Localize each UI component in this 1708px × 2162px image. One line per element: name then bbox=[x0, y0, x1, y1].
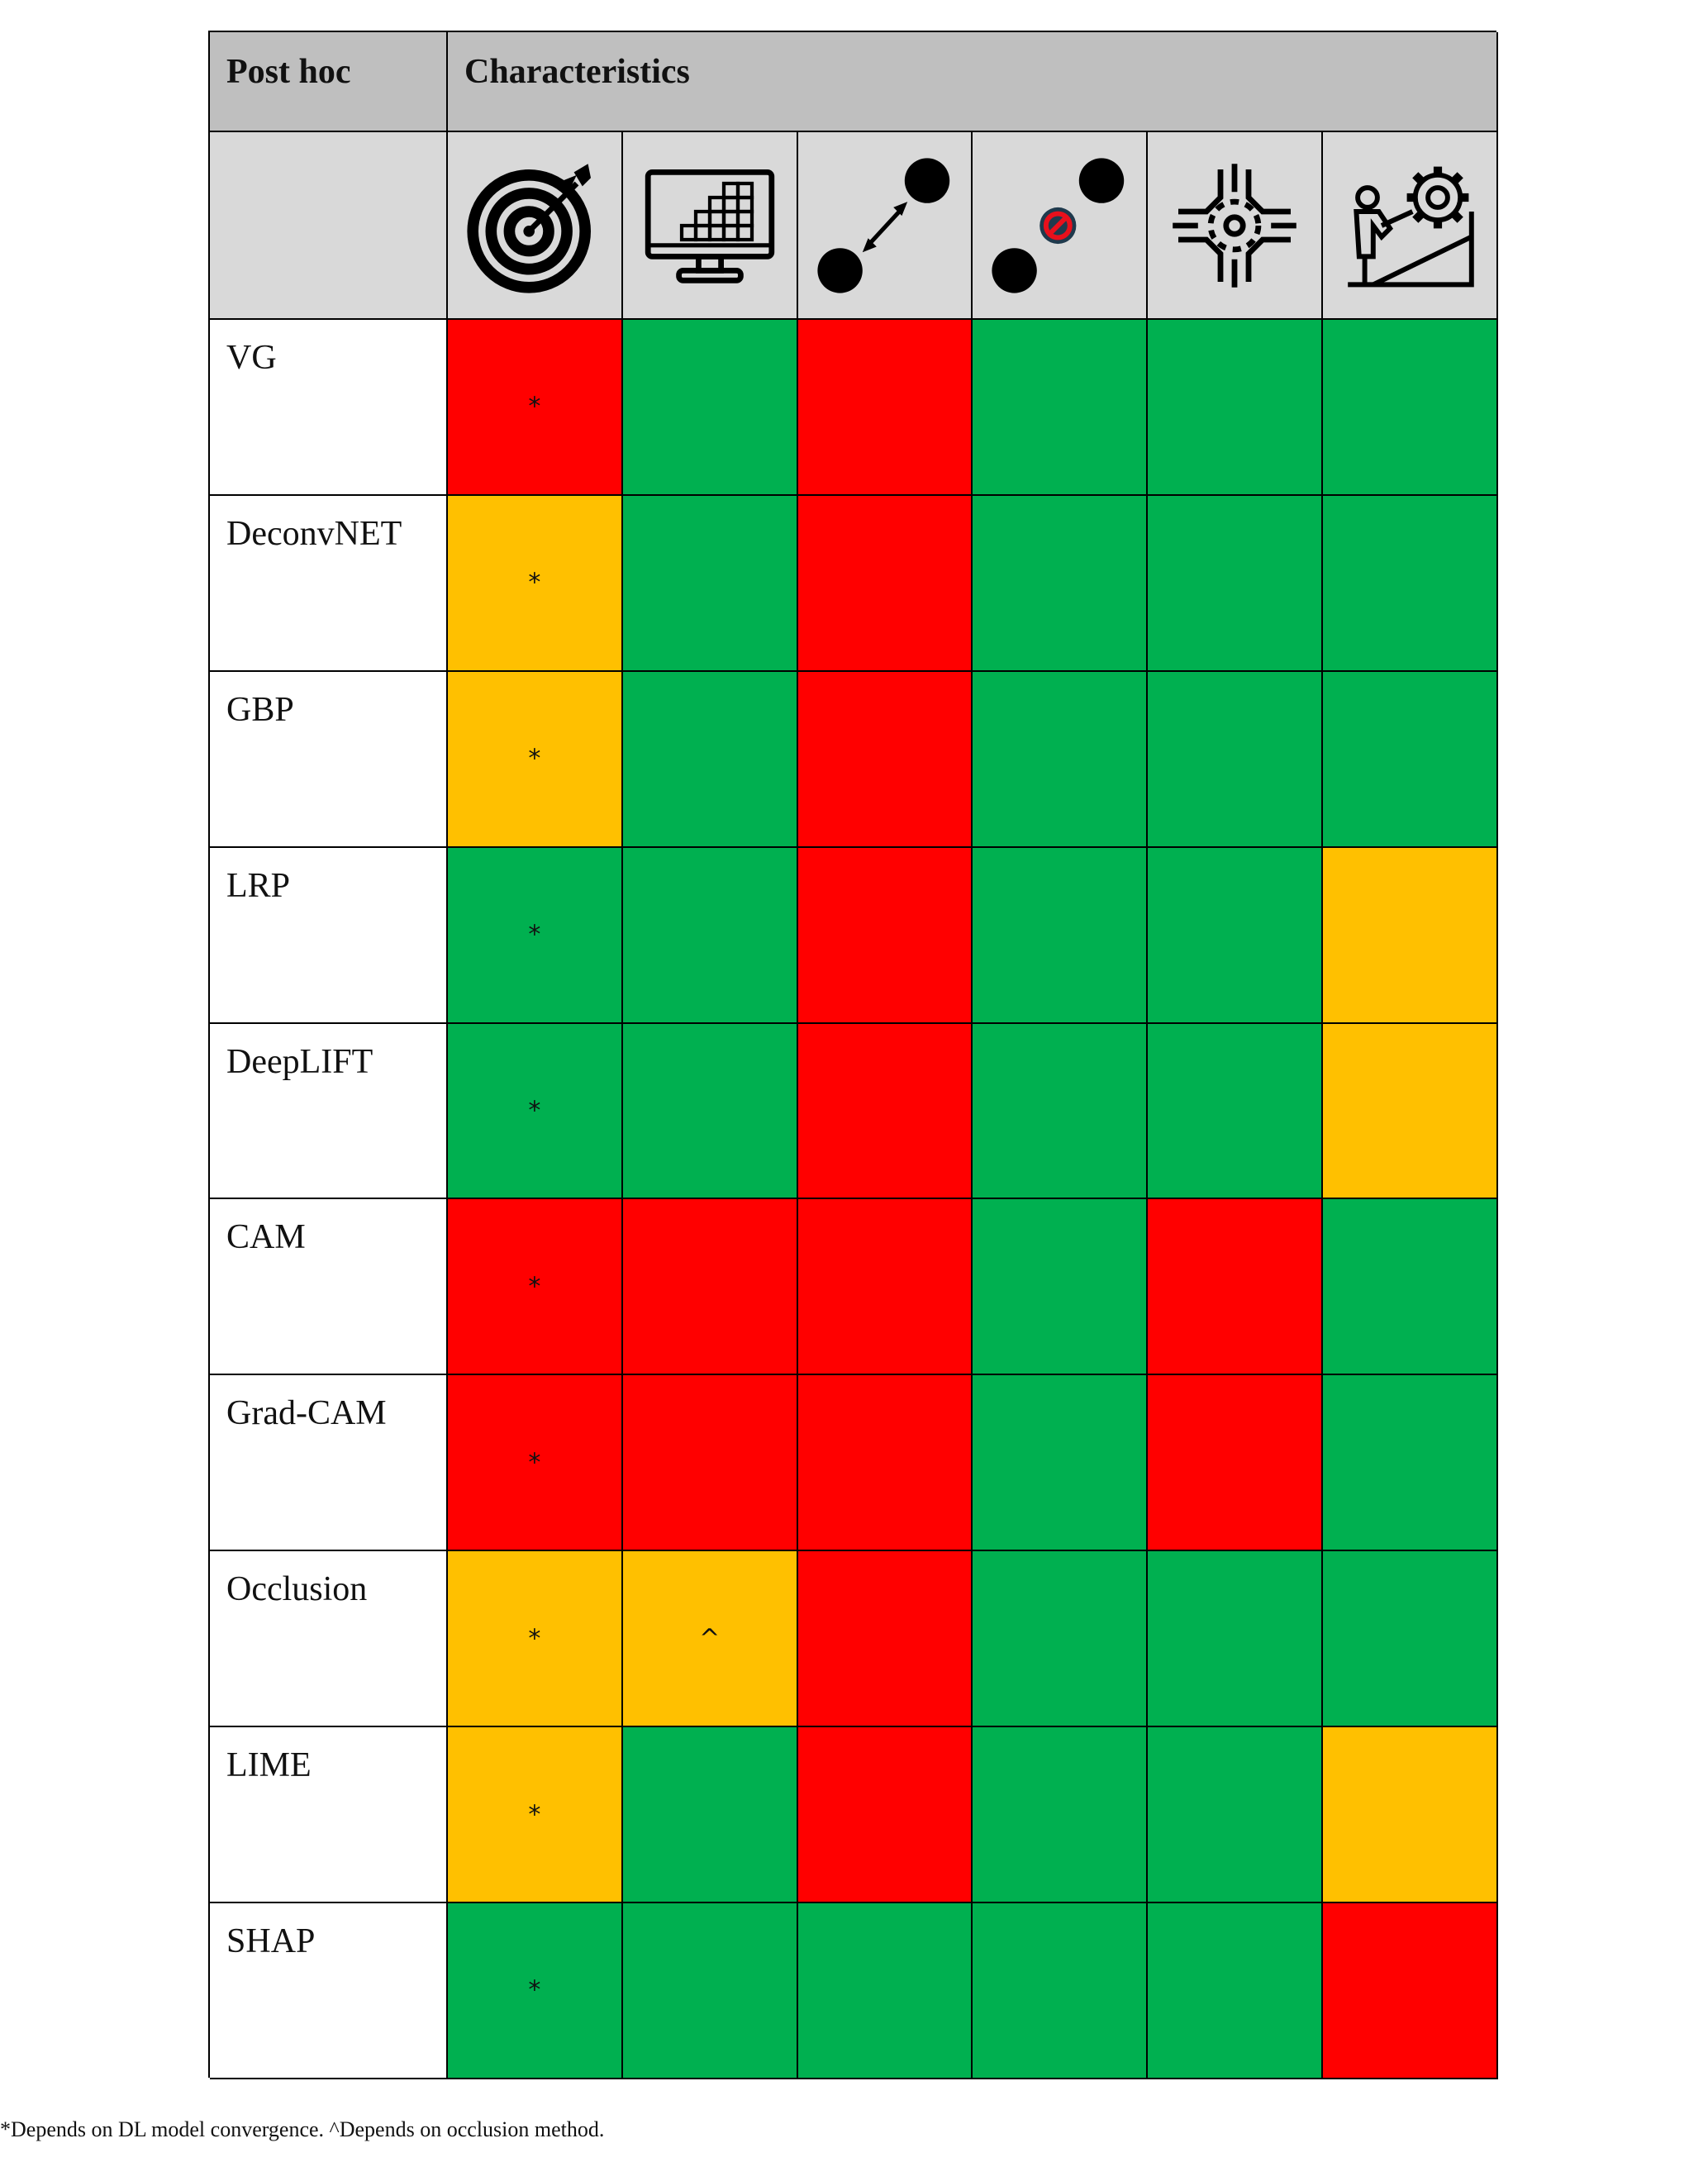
rating-cell bbox=[1323, 1199, 1498, 1375]
rating-cell bbox=[798, 320, 973, 496]
rating-cell bbox=[623, 848, 798, 1024]
footnote-mark: * bbox=[528, 920, 541, 950]
rating-cell bbox=[1148, 1727, 1323, 1903]
footnote-mark: * bbox=[528, 568, 541, 598]
rating-cell bbox=[623, 320, 798, 496]
rating-cell bbox=[623, 1551, 798, 1727]
method-label: CAM bbox=[210, 1199, 448, 1375]
rating-cell bbox=[1148, 496, 1323, 672]
rating-cell bbox=[623, 672, 798, 848]
rating-cell bbox=[448, 1727, 623, 1903]
rating-cell bbox=[973, 1727, 1148, 1903]
method-label: Occlusion bbox=[210, 1551, 448, 1727]
method-label: LIME bbox=[210, 1727, 448, 1903]
rating-cell bbox=[798, 1024, 973, 1200]
rating-cell bbox=[1148, 1199, 1323, 1375]
monitor-chart-icon bbox=[623, 132, 798, 320]
rating-cell bbox=[623, 1199, 798, 1375]
rating-cell bbox=[1323, 848, 1498, 1024]
footnote-mark: * bbox=[528, 1975, 541, 2005]
rating-cell bbox=[973, 672, 1148, 848]
method-label: VG bbox=[210, 320, 448, 496]
footnote-mark: * bbox=[528, 744, 541, 774]
rating-cell bbox=[798, 1551, 973, 1727]
rating-cell bbox=[1148, 672, 1323, 848]
rating-cell bbox=[1148, 1024, 1323, 1200]
footnote-mark: ^ bbox=[699, 1624, 721, 1654]
rating-cell bbox=[448, 320, 623, 496]
method-label: DeepLIFT bbox=[210, 1024, 448, 1200]
method-label: GBP bbox=[210, 672, 448, 848]
rating-cell bbox=[448, 1024, 623, 1200]
rating-cell bbox=[448, 496, 623, 672]
footnote-mark: * bbox=[528, 1800, 541, 1830]
rating-cell bbox=[973, 496, 1148, 672]
rating-cell bbox=[1323, 320, 1498, 496]
rating-cell bbox=[798, 848, 973, 1024]
rating-cell bbox=[973, 320, 1148, 496]
rating-cell bbox=[1323, 672, 1498, 848]
footnote: *Depends on DL model convergence. ^Depends on occlusion method. bbox=[0, 2117, 605, 2141]
rating-cell bbox=[1148, 320, 1323, 496]
footnote-mark: * bbox=[528, 392, 541, 421]
rating-cell bbox=[973, 1375, 1148, 1551]
rating-cell bbox=[973, 1199, 1148, 1375]
target-icon bbox=[448, 132, 623, 320]
rating-cell bbox=[1323, 1551, 1498, 1727]
method-label: LRP bbox=[210, 848, 448, 1024]
rating-cell bbox=[798, 672, 973, 848]
rating-cell bbox=[1148, 1903, 1323, 2079]
rating-cell bbox=[973, 848, 1148, 1024]
rating-cell bbox=[1323, 1024, 1498, 1200]
rating-cell bbox=[623, 496, 798, 672]
unlinked-points-icon bbox=[973, 132, 1148, 320]
rating-cell bbox=[973, 1024, 1148, 1200]
rating-cell bbox=[623, 1375, 798, 1551]
characteristics-table bbox=[208, 31, 1496, 2078]
rating-cell bbox=[448, 1903, 623, 2079]
header-post-hoc: Post hoc bbox=[210, 32, 448, 132]
rating-cell bbox=[798, 1903, 973, 2079]
person-gear-icon bbox=[1323, 132, 1498, 320]
rating-cell bbox=[448, 1551, 623, 1727]
linked-points-icon bbox=[798, 132, 973, 320]
location-crosshair-icon bbox=[1148, 132, 1323, 320]
rating-cell bbox=[1323, 1903, 1498, 2079]
rating-cell bbox=[623, 1727, 798, 1903]
rating-cell bbox=[1323, 1375, 1498, 1551]
icon-row-blank bbox=[210, 132, 448, 320]
rating-cell bbox=[798, 1727, 973, 1903]
header-characteristics: Characteristics bbox=[448, 32, 1498, 132]
rating-cell bbox=[1148, 848, 1323, 1024]
rating-cell bbox=[1323, 1727, 1498, 1903]
rating-cell bbox=[1148, 1375, 1323, 1551]
rating-cell bbox=[448, 672, 623, 848]
rating-cell bbox=[1148, 1551, 1323, 1727]
rating-cell bbox=[798, 1199, 973, 1375]
footnote-mark: * bbox=[528, 1096, 541, 1126]
rating-cell bbox=[623, 1024, 798, 1200]
rating-cell bbox=[973, 1903, 1148, 2079]
rating-cell bbox=[1323, 496, 1498, 672]
rating-cell bbox=[448, 1375, 623, 1551]
method-label: Grad-CAM bbox=[210, 1375, 448, 1551]
method-label: DeconvNET bbox=[210, 496, 448, 672]
footnote-mark: * bbox=[528, 1448, 541, 1478]
rating-cell bbox=[448, 848, 623, 1024]
rating-cell bbox=[448, 1199, 623, 1375]
rating-cell bbox=[623, 1903, 798, 2079]
rating-cell bbox=[973, 1551, 1148, 1727]
method-label: SHAP bbox=[210, 1903, 448, 2079]
footnote-mark: * bbox=[528, 1272, 541, 1302]
rating-cell bbox=[798, 496, 973, 672]
footnote-mark: * bbox=[528, 1624, 541, 1654]
rating-cell bbox=[798, 1375, 973, 1551]
